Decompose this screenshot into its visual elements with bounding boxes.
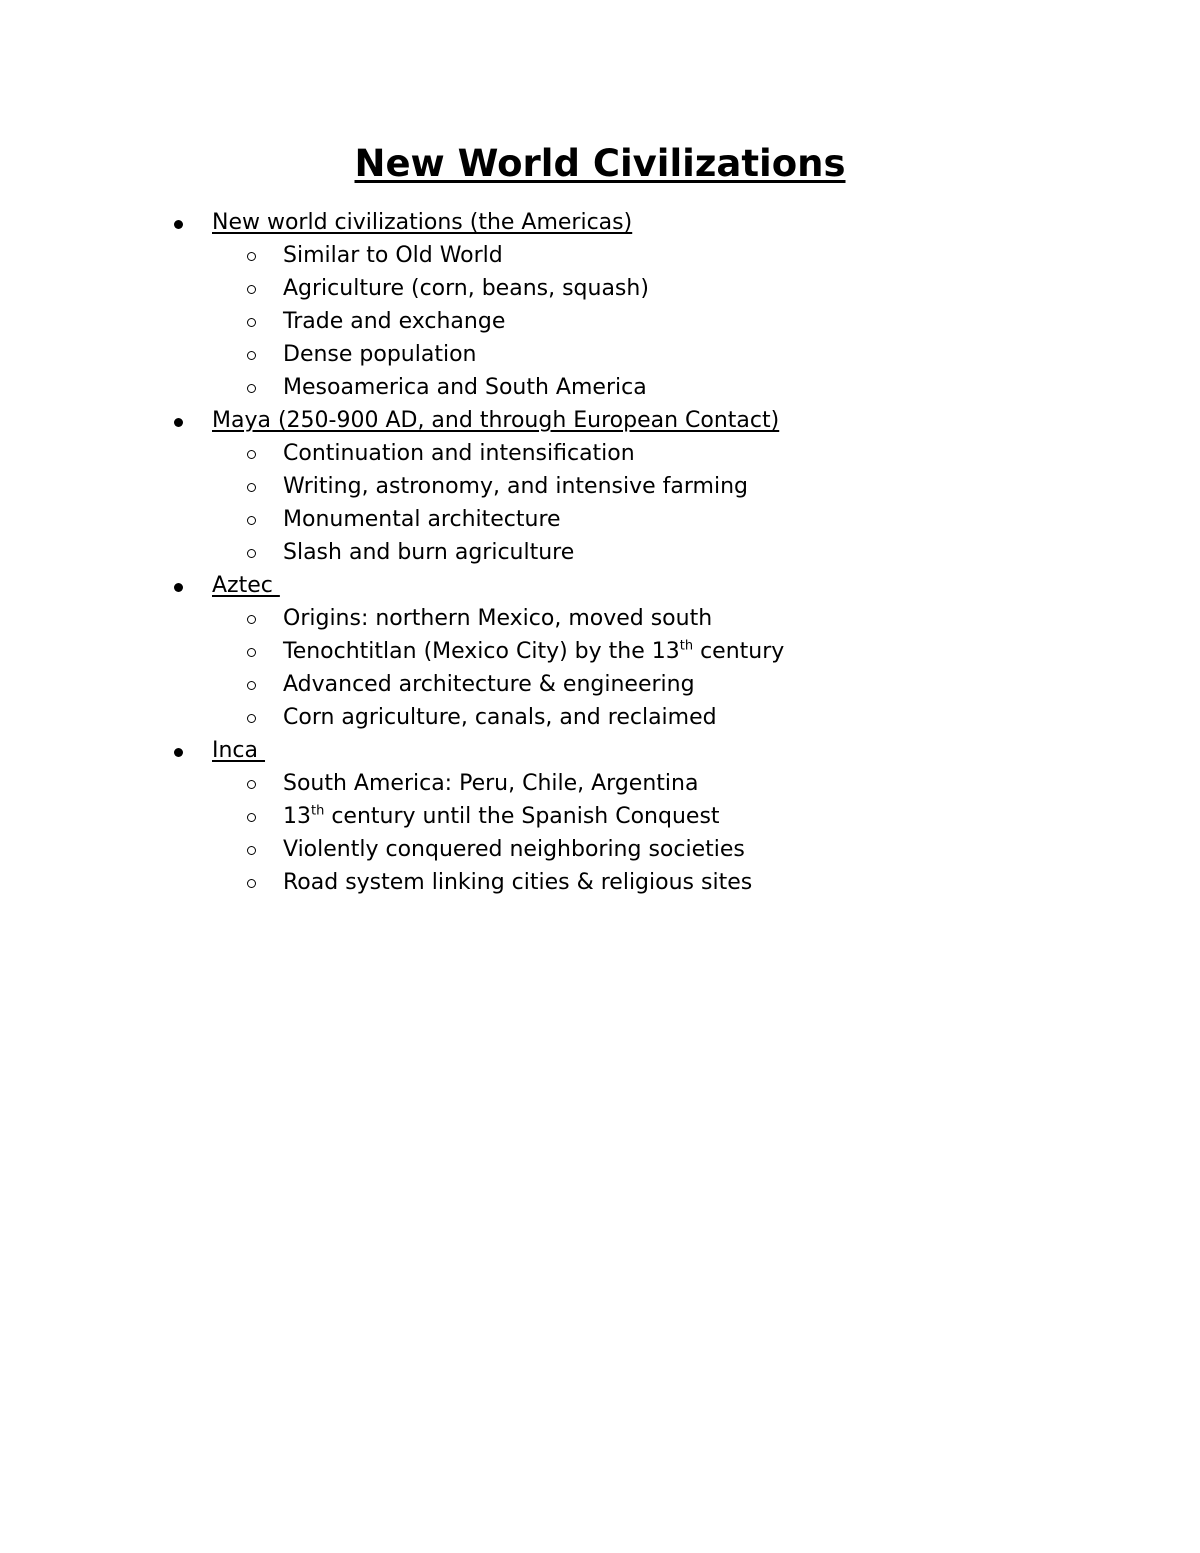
- list-item: [0, 701, 1200, 734]
- list-item-text: South America: Peru, Chile, Argentina: [283, 771, 699, 796]
- hollow-bullet-icon: [247, 483, 256, 492]
- outline-list: [0, 206, 1200, 899]
- list-item-text: Road system linking cities & religious sites: [283, 870, 753, 895]
- list-item: [0, 371, 1200, 404]
- hollow-bullet-icon: [247, 615, 256, 624]
- bullet-icon: [174, 418, 183, 427]
- list-item: [0, 338, 1200, 371]
- list-item: [0, 800, 1200, 833]
- list-item-text: Slash and burn agriculture: [283, 540, 575, 565]
- list-item-text: Corn agriculture, canals, and reclaimed: [283, 705, 717, 730]
- hollow-bullet-icon: [247, 252, 256, 261]
- section-heading: [0, 569, 1200, 602]
- section-heading: [0, 206, 1200, 239]
- bullet-icon: [174, 220, 183, 229]
- hollow-bullet-icon: [247, 516, 256, 525]
- list-item-text: Dense population: [283, 342, 477, 367]
- hollow-bullet-icon: [247, 285, 256, 294]
- list-item: [0, 239, 1200, 272]
- section-heading-text: Inca: [212, 738, 266, 763]
- bullet-icon: [174, 583, 183, 592]
- list-item-text: Monumental architecture: [283, 507, 561, 532]
- list-item-text: Trade and exchange: [283, 309, 506, 334]
- list-item-text: Writing, astronomy, and intensive farming: [283, 474, 748, 499]
- section-heading-text: Maya (250-900 AD, and through European Contact): [212, 408, 780, 433]
- list-item: [0, 503, 1200, 536]
- list-item: [0, 668, 1200, 701]
- list-item: [0, 437, 1200, 470]
- bullet-icon: [174, 748, 183, 757]
- list-item: [0, 272, 1200, 305]
- hollow-bullet-icon: [247, 681, 256, 690]
- hollow-bullet-icon: [247, 318, 256, 327]
- hollow-bullet-icon: [247, 714, 256, 723]
- list-item-text-pre: Tenochtitlan (Mexico City) by the 13: [283, 639, 680, 664]
- list-item-text: Mesoamerica and South America: [283, 375, 647, 400]
- hollow-bullet-icon: [247, 813, 256, 822]
- list-item-text: Violently conquered neighboring societies: [283, 837, 745, 862]
- list-item: [0, 470, 1200, 503]
- section-heading-text: Aztec: [212, 573, 280, 598]
- hollow-bullet-icon: [247, 351, 256, 360]
- list-item: [0, 767, 1200, 800]
- list-item: [0, 536, 1200, 569]
- list-item-text: [283, 635, 784, 668]
- list-item-text: Similar to Old World: [283, 243, 503, 268]
- list-item-text: Advanced architecture & engineering: [283, 672, 695, 697]
- hollow-bullet-icon: [247, 846, 256, 855]
- list-item: [0, 833, 1200, 866]
- list-item-text-post: century until the Spanish Conquest: [324, 804, 720, 829]
- list-item: [0, 635, 1200, 668]
- ordinal-superscript: th: [311, 803, 325, 819]
- section-heading: [0, 404, 1200, 437]
- section-heading-text: New world civilizations (the Americas): [212, 210, 633, 235]
- list-item: [0, 305, 1200, 338]
- hollow-bullet-icon: [247, 648, 256, 657]
- list-item: [0, 866, 1200, 899]
- hollow-bullet-icon: [247, 879, 256, 888]
- hollow-bullet-icon: [247, 384, 256, 393]
- list-item-text-pre: 13: [283, 804, 311, 829]
- hollow-bullet-icon: [247, 450, 256, 459]
- list-item-text: Origins: northern Mexico, moved south: [283, 606, 713, 631]
- list-item-text: [283, 800, 720, 833]
- list-item-text-post: century: [693, 639, 785, 664]
- list-item: [0, 602, 1200, 635]
- list-item-text: Agriculture (corn, beans, squash): [283, 276, 649, 301]
- list-item-text: Continuation and intensification: [283, 441, 635, 466]
- hollow-bullet-icon: [247, 780, 256, 789]
- ordinal-superscript: th: [679, 638, 694, 654]
- page-title: New World Civilizations: [354, 142, 846, 185]
- hollow-bullet-icon: [247, 549, 256, 558]
- section-heading: [0, 734, 1200, 767]
